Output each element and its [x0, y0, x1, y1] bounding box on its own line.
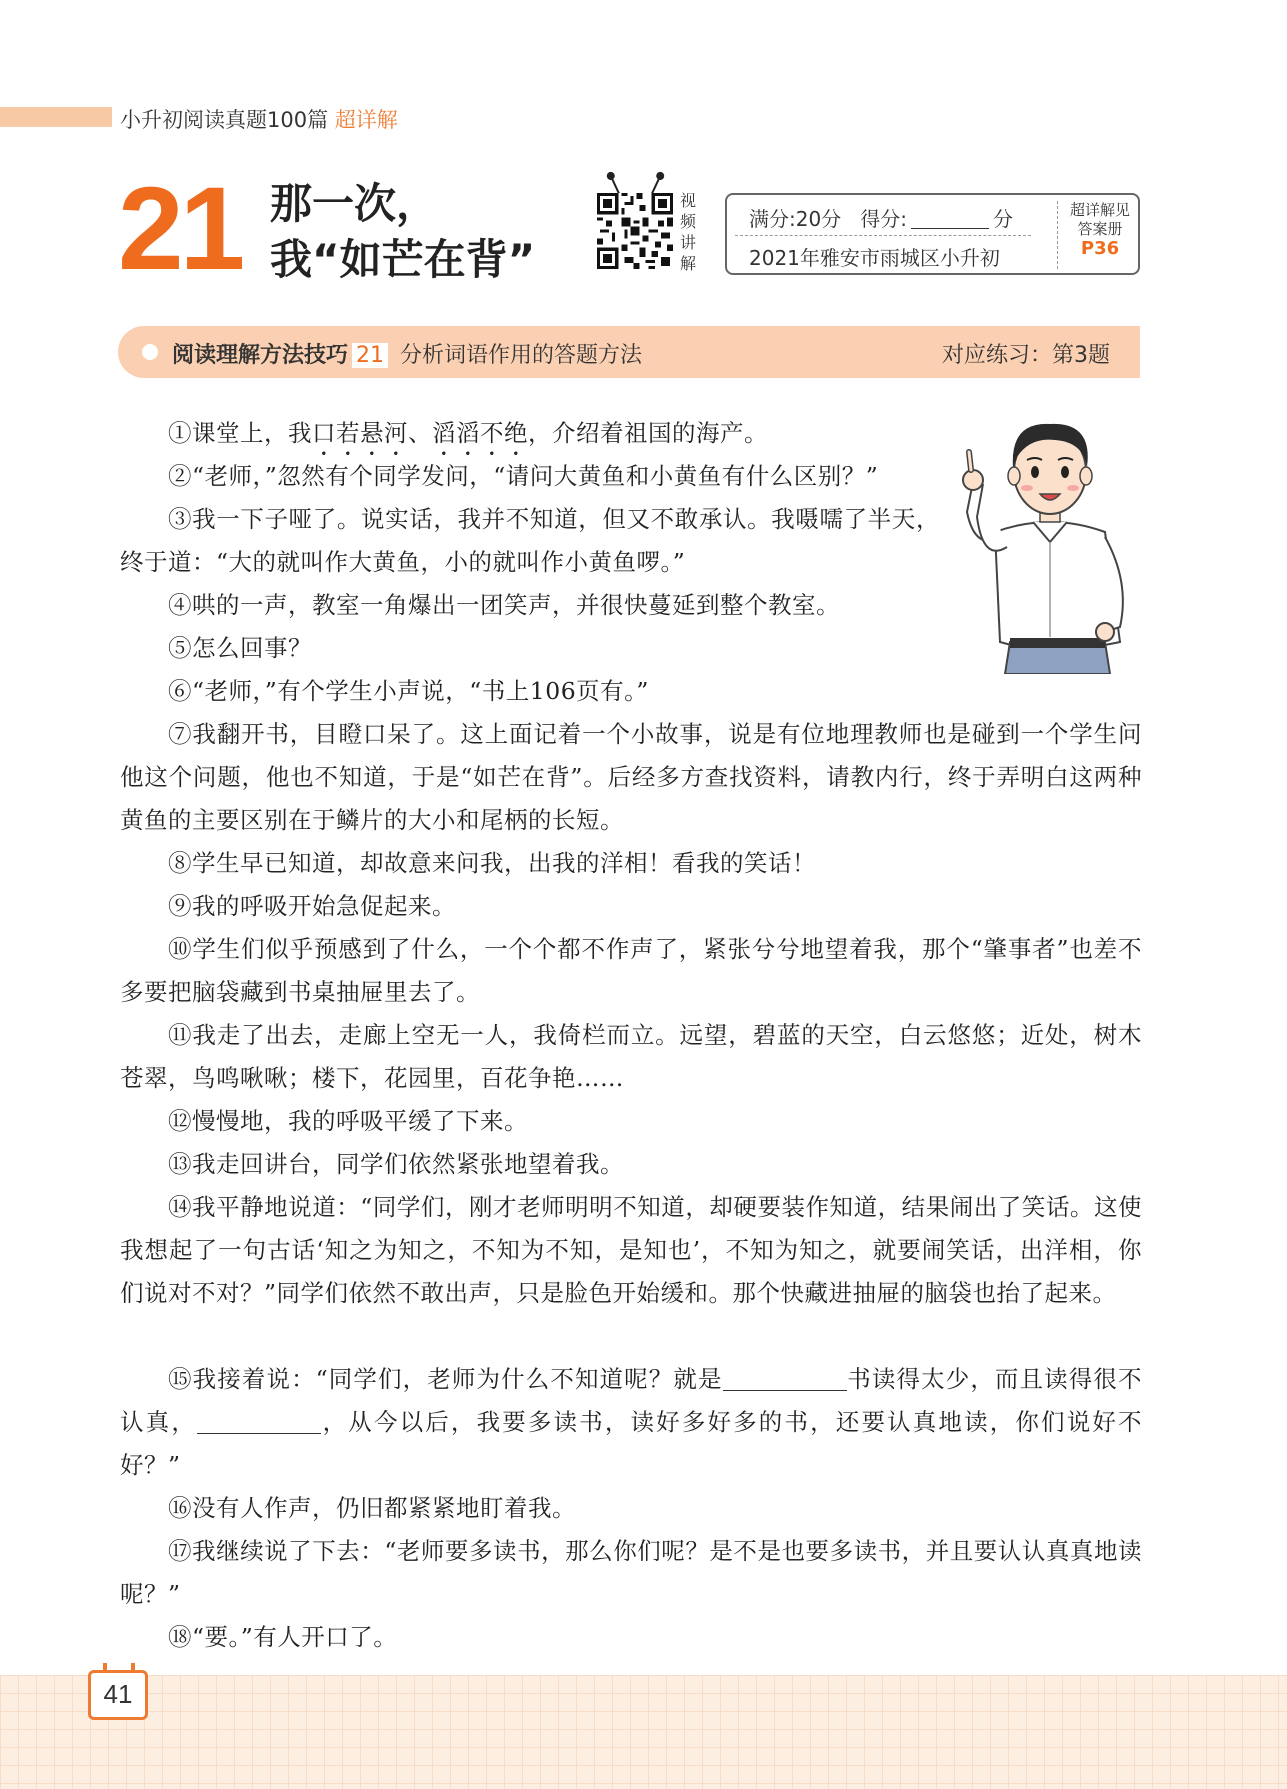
- practice-ref: 对应练习：第3题: [942, 343, 1110, 368]
- paragraph-18: ⑱“要。”有人开口了。: [168, 1623, 398, 1651]
- paragraph-1: ①课堂上，我口若悬河、滔滔不绝，介绍着祖国的海产。: [168, 419, 768, 447]
- answer-blank-1[interactable]: [723, 1368, 847, 1391]
- score-box: [725, 193, 1140, 275]
- lesson-title-line2: 我“如芒在背”: [270, 235, 536, 284]
- answer-reference: 超详解见 答案册 P36: [1063, 201, 1137, 258]
- full-score: 满分:20分: [749, 207, 842, 231]
- paragraph-16: ⑯没有人作声，仍旧都紧紧地盯着我。: [168, 1494, 576, 1522]
- bullet-dot: [142, 344, 158, 360]
- paragraph-3: ③我一下子哑了。说实话，我并不知道，但又不敢承认。我嗫嚅了半天，终于道：“大的就叫作大黄鱼，小的就叫作小黄鱼啰。”: [120, 505, 940, 576]
- score-blank[interactable]: [911, 210, 989, 229]
- method-number: 21: [352, 343, 388, 368]
- score-label: 得分:: [860, 207, 908, 231]
- header-band: [0, 107, 112, 127]
- paragraph-7: ⑦我翻开书，目瞪口呆了。这上面记着一个小故事，说是有位地理教师也是碰到一个学生问他这个问题，他也不知道，于是“如芒在背”。后经多方查找资料，请教内行，终于弄明白这两种黄鱼的主要区别在于鳞片的大小和尾柄的长短。: [120, 720, 1142, 834]
- exam-source: 2021年雅安市雨城区小升初: [749, 246, 1000, 270]
- paragraph-5: ⑤怎么回事？: [168, 634, 312, 662]
- lesson-number: 21: [118, 163, 242, 295]
- lesson-title-line1: 那一次，: [270, 179, 439, 228]
- method-bar: [118, 326, 1140, 378]
- method-label: 阅读理解方法技巧: [172, 343, 349, 368]
- lesson-title: [270, 176, 535, 288]
- paragraph-9: ⑨我的呼吸开始急促起来。: [168, 892, 456, 920]
- qr-label: 视 频 讲 解: [680, 191, 697, 273]
- paragraph-13: ⑬我走回讲台，同学们依然紧张地望着我。: [168, 1150, 624, 1178]
- teacher-illustration: [955, 412, 1145, 674]
- dotted-phrase: 口若悬河、滔滔不绝: [312, 419, 528, 447]
- page-number-badge: [88, 1670, 148, 1720]
- footer-grid: [0, 1675, 1287, 1789]
- paragraph-4: ④哄的一声，教室一角爆出一团笑声，并很快蔓延到整个教室。: [168, 591, 840, 619]
- qr-code-icon[interactable]: [597, 193, 673, 269]
- paragraph-6: ⑥“老师，”有个学生小声说，“书上106页有。”: [168, 677, 649, 705]
- paragraph-11: ⑪我走了出去，走廊上空无一人，我倚栏而立。远望，碧蓝的天空，白云悠悠；近处，树木苍翠，鸟鸣啾啾；楼下，花园里，百花争艳……: [120, 1021, 1142, 1092]
- paragraph-17: ⑰我继续说了下去：“老师要多读书，那么你们呢？是不是也要多读书，并且要认认真真地读呢？”: [120, 1537, 1142, 1608]
- page-number: 41: [103, 1679, 133, 1709]
- score-unit: 分: [993, 207, 1014, 231]
- paragraph-2: ②“老师，”忽然有个同学发问，“请问大黄鱼和小黄鱼有什么区别？”: [168, 462, 879, 490]
- qr-antenna-right: [651, 176, 661, 195]
- answer-divider: [1057, 201, 1058, 269]
- method-topic: 分析词语作用的答题方法: [400, 343, 643, 368]
- series-title: 小升初阅读真题100篇 超详解: [120, 108, 398, 132]
- paragraph-8: ⑧学生早已知道，却故意来问我，出我的洋相！看我的笑话！: [168, 849, 816, 877]
- score-divider: [735, 235, 1031, 236]
- paragraph-15: ⑮我接着说：“同学们，老师为什么不知道呢？就是 书读得太少，而且读得很不认真， ，从今以后，我要多读书，读好多好多的书，还要认真地读，你们说好不好？”: [120, 1365, 1143, 1479]
- answer-blank-2[interactable]: [197, 1411, 321, 1434]
- calendar-rings-icon: [103, 1663, 135, 1673]
- paragraph-14: ⑭我平静地说道：“同学们，刚才老师明明不知道，却硬要装作知道，结果闹出了笑话。这使我想起了一句古话‘知之为知之，不知为不知，是知也’，不知为知之，就要闹笑话，出洋相，你们说对不对？”同学们依然不敢出声，只是脸色开始缓和。那个快藏进抽屉的脑袋也抬了起来。: [120, 1193, 1142, 1307]
- series-highlight: 超详解: [334, 108, 398, 132]
- answer-page: P36: [1080, 238, 1120, 259]
- qr-antenna-left: [610, 176, 620, 195]
- paragraph-12: ⑫慢慢地，我的呼吸平缓了下来。: [168, 1107, 528, 1135]
- paragraph-10: ⑩学生们似乎预感到了什么，一个个都不作声了，紧张兮兮地望着我，那个“肇事者”也差不多要把脑袋藏到书桌抽屉里去了。: [120, 935, 1142, 1006]
